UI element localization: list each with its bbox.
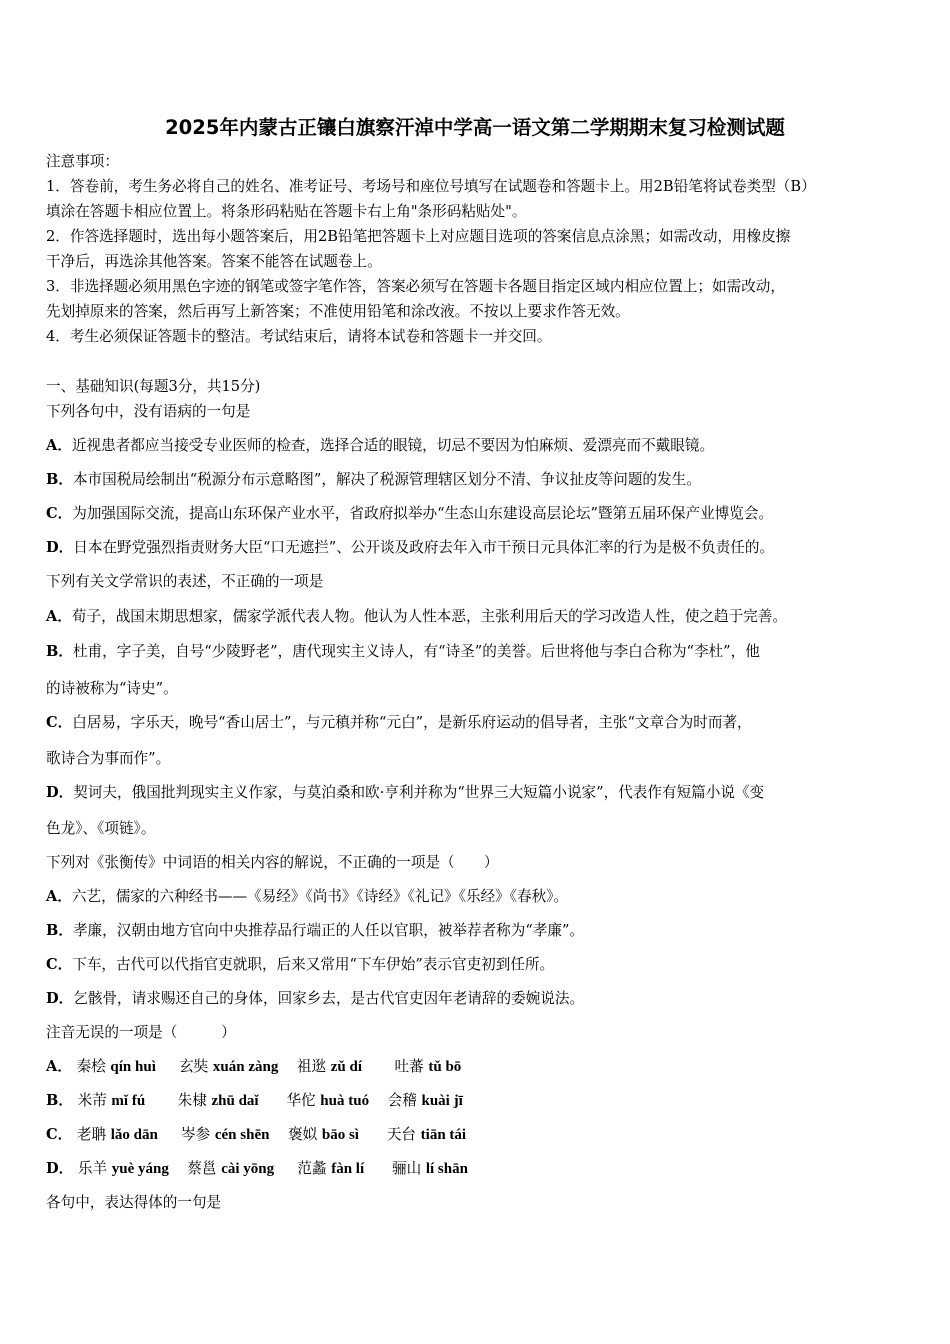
- option-label: A．: [46, 888, 72, 905]
- option-text: 日本在野党强烈指责财务大臣“口无遮拦”、公开谈及政府去年入市干预日元具体汇率的行为是极不负责任的。: [73, 539, 775, 556]
- option-label: B．: [46, 643, 73, 660]
- q2-option-b: [46, 642, 760, 662]
- pinyin-item: 乐羊 yuè yáng: [77, 1160, 169, 1177]
- notice-line-3: 2．作答选择题时，选出每小题答案后，用2B铅笔把答题卡上对应题目选项的答案信息点涂黑；如需改动，用橡皮擦: [46, 228, 791, 245]
- option-text: 六艺，儒家的六种经书——《易经》《尚书》《诗经》《礼记》《乐经》《春秋》。: [71, 888, 569, 905]
- option-label: A．: [46, 437, 72, 454]
- q2-option-d-cont: 色龙》、《项链》。: [46, 820, 156, 837]
- option-label: C．: [46, 714, 73, 731]
- pinyin-item: 天台 tiān tái: [386, 1126, 467, 1143]
- pinyin-item: 祖逖 zǔ dí: [296, 1058, 363, 1075]
- option-label: B．: [46, 1092, 73, 1109]
- option-text: 契诃夫，俄国批判现实主义作家，与莫泊桑和欧·亨利并称为“世界三大短篇小说家”，代表作有短篇小说《变: [73, 784, 765, 801]
- notice-line-4: 干净后，再选涂其他答案。答案不能答在试题卷上。: [46, 253, 382, 270]
- pinyin-item: 老聃 lǎo dān: [76, 1126, 158, 1143]
- q3-option-c: [46, 955, 554, 975]
- q4-option-a: [46, 1057, 461, 1077]
- option-text: 乞骸骨，请求赐还自己的身体，回家乡去，是古代官吏因年老请辞的委婉说法。: [73, 990, 585, 1007]
- q1-option-b: [46, 470, 701, 490]
- notice-heading: 注意事项：: [46, 153, 119, 170]
- option-label: B．: [46, 471, 73, 488]
- q5-stem: 各句中，表达得体的一句是: [46, 1194, 222, 1211]
- pinyin-item: 会稽 kuài jī: [387, 1092, 463, 1109]
- q1-stem: 下列各句中，没有语病的一句是: [46, 403, 251, 420]
- pinyin-item: 范蠡 fàn lí: [297, 1160, 365, 1177]
- option-label: C．: [46, 956, 73, 973]
- pinyin-item: 吐蕃 tǔ bō: [394, 1058, 462, 1075]
- option-label: D．: [46, 784, 74, 801]
- option-text: 近视患者都应当接受专业医师的检查，选择合适的眼镜，切忌不要因为怕麻烦、爱漂亮而不戴眼镜。: [71, 437, 715, 454]
- option-text: 杜甫，字子美，自号“少陵野老”，唐代现实主义诗人，有“诗圣”的美誉。后世将他与李白合称为“李杜”，他: [72, 643, 760, 660]
- notice-line-7: 4．考生必须保证答题卡的整洁。考试结束后，请将本试卷和答题卡一并交回。: [46, 328, 552, 345]
- pinyin-item: 玄奘 xuán zàng: [179, 1058, 279, 1075]
- q3-stem: 下列对《张衡传》中词语的相关内容的解说，不正确的一项是（ ）: [46, 854, 499, 871]
- pinyin-item: 米芾 mǐ fú: [77, 1092, 146, 1109]
- option-text: 下车，古代可以代指官吏就职，后来又常用“下车伊始”表示官吏初到任所。: [72, 956, 555, 973]
- q4-option-b: [46, 1091, 463, 1111]
- pinyin-item: 骊山 lí shān: [391, 1160, 468, 1177]
- q2-stem: 下列有关文学常识的表述，不正确的一项是: [46, 573, 324, 590]
- q2-option-d: [46, 783, 764, 803]
- notice-line-1: 1．答卷前，考生务必将自己的姓名、准考证号、考场号和座位号填写在试题卷和答题卡上。用2B铅笔将试卷类型（B）: [46, 178, 816, 195]
- q4-option-c: [46, 1125, 466, 1145]
- page-title: 2025年内蒙古正镶白旗察汗淖中学高一语文第二学期期末复习检测试题: [165, 116, 785, 139]
- pinyin-item: 朱棣 zhū daǐ: [177, 1092, 259, 1109]
- option-label: C．: [46, 505, 73, 522]
- option-text: 白居易，字乐天，晚号“香山居士”，与元稹并称“元白”，是新乐府运动的倡导者，主张“文章合为时而著，: [72, 714, 752, 731]
- option-text: 荀子，战国末期思想家，儒家学派代表人物。他认为人性本恶，主张利用后天的学习改造人性，使之趋于完善。: [71, 608, 788, 625]
- option-text: 为加强国际交流，提高山东环保产业水平，省政府拟举办“生态山东建设高层论坛”暨第五届环保产业博览会。: [72, 505, 774, 522]
- pinyin-item: 秦桧 qín huì: [76, 1058, 156, 1075]
- q1-option-c: [46, 504, 773, 524]
- q2-option-a: [46, 607, 787, 627]
- option-label: D．: [46, 539, 74, 556]
- notice-line-5: 3．非选择题必须用黑色字迹的钢笔或签字笔作答，答案必须写在答题卡各题目指定区域内相应位置上；如需改动，: [46, 278, 785, 295]
- q3-option-a: [46, 887, 568, 907]
- q3-option-b: [46, 921, 584, 941]
- section-heading: 一、基础知识(每题3分，共15分): [46, 378, 261, 395]
- option-label: D．: [46, 990, 74, 1007]
- pinyin-item: 岑参 cén shēn: [181, 1126, 270, 1143]
- notice-line-6: 先划掉原来的答案，然后再写上新答案；不准使用铅笔和涂改液。不按以上要求作答无效。: [46, 303, 630, 320]
- q4-option-d: [46, 1159, 468, 1179]
- notice-line-2: 填涂在答题卡相应位置上。将条形码粘贴在答题卡右上角"条形码粘贴处"。: [46, 203, 527, 220]
- q1-option-d: [46, 538, 774, 558]
- q2-option-b-cont: 的诗被称为“诗史”。: [46, 680, 178, 697]
- pinyin-item: 华佗 huà tuó: [286, 1092, 370, 1109]
- option-label: A．: [46, 1058, 72, 1075]
- pinyin-item: 褒姒 bāo sì: [288, 1126, 359, 1143]
- option-label: A．: [46, 608, 72, 625]
- option-label: C．: [46, 1126, 73, 1143]
- pinyin-item: 蔡邕 cài yōng: [187, 1160, 275, 1177]
- option-label: B．: [46, 922, 73, 939]
- option-text: 孝廉，汉朝由地方官向中央推荐品行端正的人任以官职，被举荐者称为“孝廉”。: [72, 922, 585, 939]
- q2-option-c: [46, 713, 752, 733]
- q3-option-d: [46, 989, 584, 1009]
- q1-option-a: [46, 436, 714, 456]
- q2-option-c-cont: 歌诗合为事而作”。: [46, 750, 171, 767]
- q4-stem: 注音无误的一项是（ ）: [46, 1024, 236, 1041]
- option-text: 本市国税局绘制出“税源分布示意略图”，解决了税源管理辖区划分不清、争议扯皮等问题的发生。: [72, 471, 701, 488]
- option-label: D．: [46, 1160, 74, 1177]
